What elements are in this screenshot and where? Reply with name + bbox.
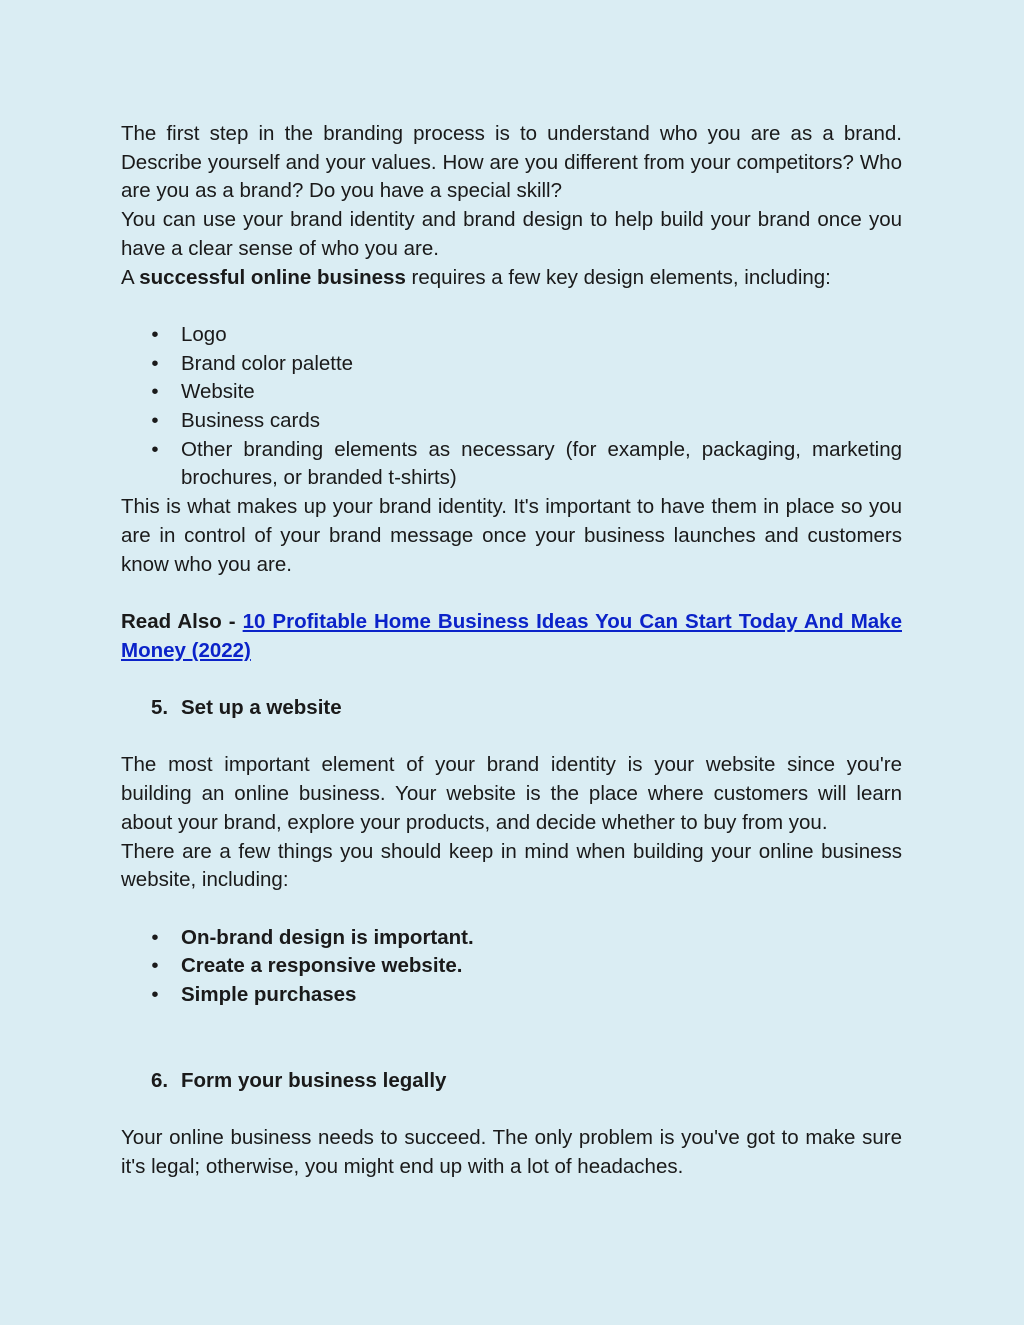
list-item-text: Other branding elements as necessary (for example, packaging, marketing brochures, or branded t-shirts) (181, 437, 902, 490)
section-5-paragraph-2: There are a few things you should keep in mind when building your online business website, including: (121, 839, 902, 892)
read-also-link[interactable]: 10 Profitable Home Business Ideas You Can Start Today And Make Money (2022) (121, 609, 902, 662)
section-6-title: Form your business legally (181, 1069, 447, 1093)
section-5-heading (121, 694, 902, 723)
bullet-dot-icon: • (151, 351, 159, 375)
section-6-paragraph-1: Your online business needs to succeed. The only problem is you've got to make sure it's legal; otherwise, you might end up with a lot of headaches. (121, 1126, 902, 1179)
list-item (121, 436, 902, 493)
bullet-dot-icon: • (151, 983, 159, 1007)
intro-paragraph-2: You can use your brand identity and brand design to help build your brand once you have a clear sense of who you are. (121, 208, 902, 260)
list-item (121, 952, 902, 981)
spacer (121, 1096, 902, 1125)
design-elements-list (121, 321, 902, 493)
intro-bold-phrase: successful online business (139, 265, 406, 289)
list-item (121, 321, 902, 350)
read-also (121, 608, 902, 665)
spacer (121, 292, 902, 321)
intro-paragraph-1: The first step in the branding process is to understand who you are as a brand. Describe yourself and your values. How are you different from your competitors? Who are you as a brand? Do you have a special skill? (121, 122, 902, 203)
section-6-heading (121, 1067, 902, 1096)
list-item (121, 407, 902, 436)
bullet-dot-icon: • (151, 437, 159, 461)
spacer (121, 723, 902, 752)
list-item (121, 924, 902, 953)
read-also-label: Read Also - (121, 609, 243, 633)
bullet-dot-icon: • (151, 380, 159, 404)
website-tips-list (121, 924, 902, 1010)
spacer (121, 1010, 902, 1039)
list-item (121, 378, 902, 407)
spacer (121, 895, 902, 924)
spacer (121, 1038, 902, 1067)
section-5-title: Set up a website (181, 696, 342, 720)
section-5-paragraph-1: The most important element of your brand identity is your website since you're building an online business. Your website is the place where customers will learn about your brand, explore your products, and decide whether to buy from you. (121, 753, 902, 834)
identity-paragraph: This is what makes up your brand identity. It's important to have them in place so you are in control of your brand message once your business launches and customers know who you are. (121, 495, 902, 576)
list-item-text: Brand color palette (181, 351, 354, 375)
bullet-dot-icon: • (151, 322, 159, 346)
list-item-text: Website (181, 380, 255, 404)
section-6-number: 6. (151, 1069, 169, 1093)
list-item-text: Create a responsive website. (181, 954, 463, 978)
section-5-number: 5. (151, 696, 169, 720)
bullet-dot-icon: • (151, 954, 159, 978)
list-item-text: Simple purchases (181, 983, 357, 1007)
document-content (121, 120, 902, 1182)
list-item-text: On-brand design is important. (181, 925, 474, 949)
spacer (121, 579, 902, 608)
intro-prefix: A (121, 265, 140, 289)
spacer (121, 665, 902, 694)
intro-paragraph-3 (121, 264, 902, 293)
list-item-text: Logo (181, 322, 227, 346)
intro-suffix: requires a few key design elements, including: (405, 265, 831, 289)
bullet-dot-icon: • (151, 925, 159, 949)
list-item (121, 350, 902, 379)
bullet-dot-icon: • (151, 409, 159, 433)
list-item (121, 981, 902, 1010)
list-item-text: Business cards (181, 409, 321, 433)
